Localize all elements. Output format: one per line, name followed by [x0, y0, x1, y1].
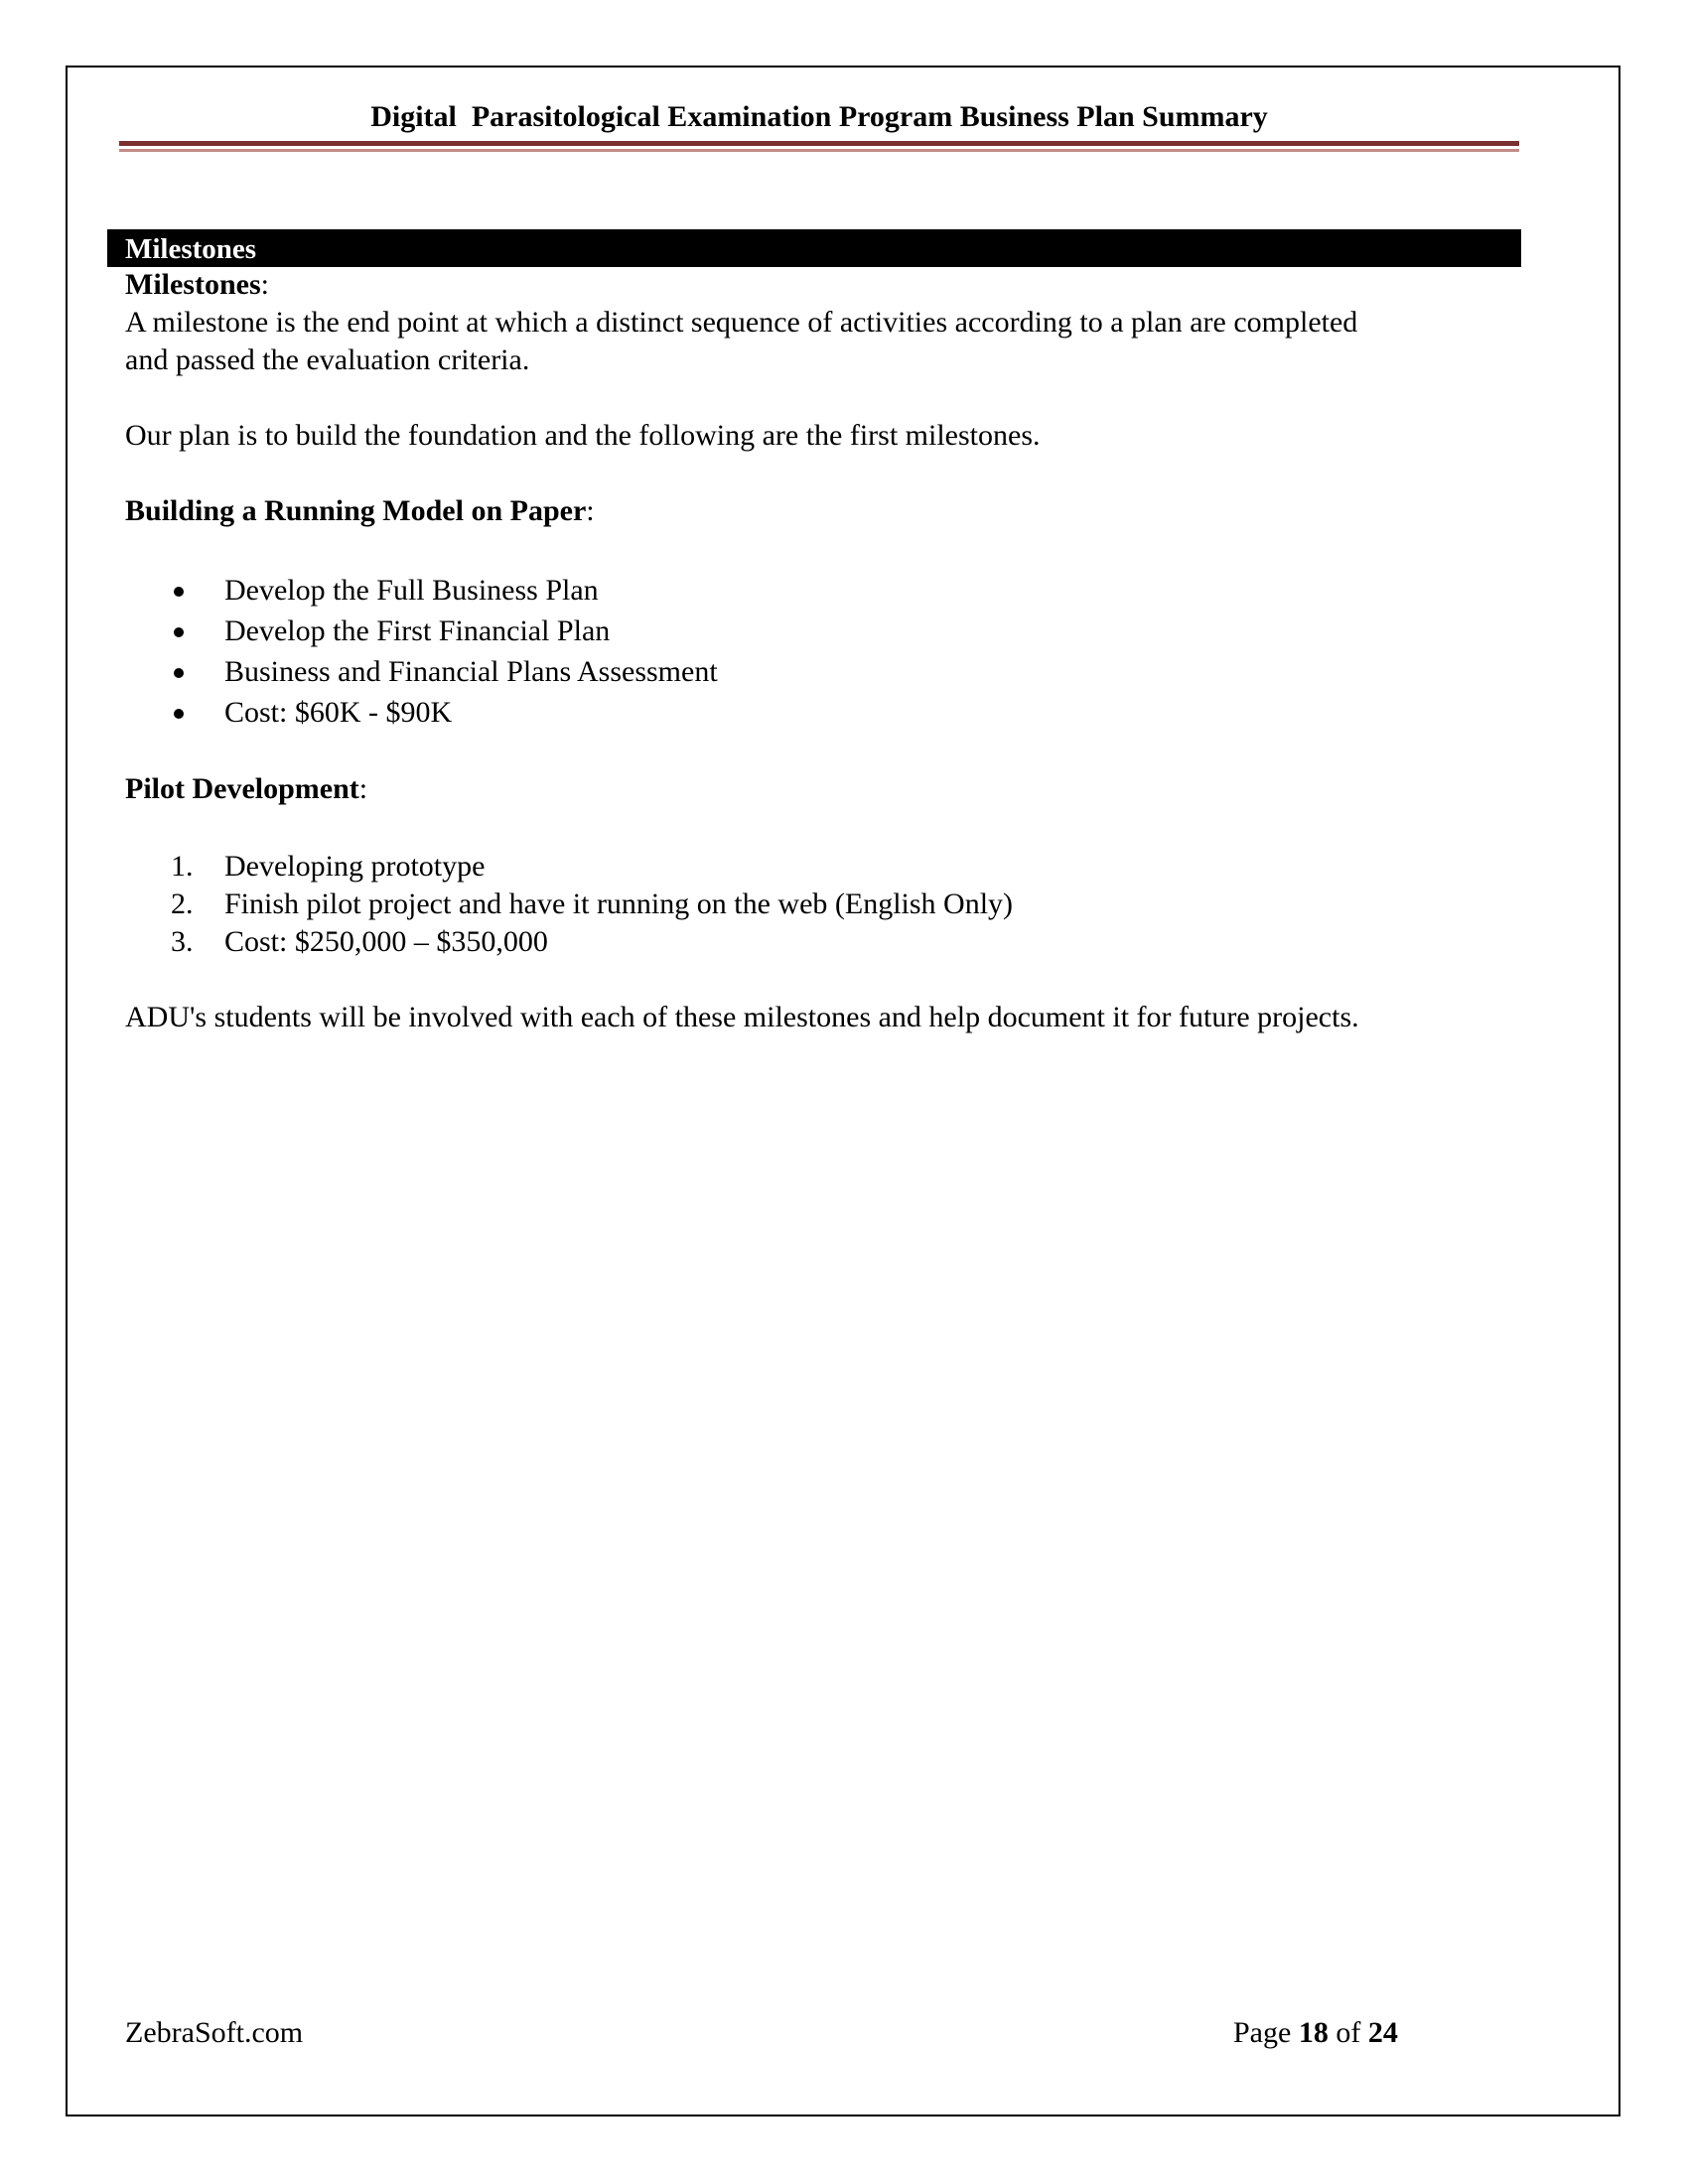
building-model-heading: Building a Running Model on Paper — [125, 494, 587, 527]
list-item — [125, 923, 1515, 961]
list-item — [125, 886, 1515, 923]
milestones-heading-colon: : — [260, 268, 269, 301]
footer-site: ZebraSoft.com — [125, 2016, 304, 2049]
pilot-development-heading-line — [125, 770, 1515, 808]
page-current: 18 — [1298, 2016, 1329, 2049]
list-item-text: Develop the First Financial Plan — [224, 614, 611, 647]
spacer — [125, 733, 1515, 770]
pilot-development-heading: Pilot Development — [125, 772, 359, 805]
list-item — [125, 570, 1515, 611]
plan-intro: Our plan is to build the foundation and the following are the first milestones. — [125, 419, 1041, 452]
spacer — [125, 808, 1515, 848]
list-item — [125, 848, 1515, 886]
pilot-development-heading-colon: : — [358, 772, 368, 805]
section-bar — [107, 229, 1521, 267]
list-item — [125, 651, 1515, 692]
section-bar-label: Milestones — [125, 233, 257, 265]
list-item-text: Finish pilot project and have it running on the web (English Only) — [224, 887, 1014, 920]
list-item-text: Business and Financial Plans Assessment — [224, 655, 718, 688]
list-item-text: Cost: $60K - $90K — [224, 696, 453, 729]
footer-page-number — [1233, 2015, 1398, 2051]
closing-paragraph: ADU's students will be involved with each of these milestones and help document it for future projects. — [125, 1001, 1359, 1033]
header-rule — [119, 141, 1519, 152]
list-item-text: Develop the Full Business Plan — [224, 574, 599, 607]
bullet-icon — [174, 709, 184, 719]
bullet-icon — [174, 587, 184, 597]
page-total: 24 — [1367, 2016, 1398, 2049]
list-item — [125, 692, 1515, 733]
document-header-title: Digital Parasitological Examination Program Business Plan Summary — [370, 100, 1268, 133]
spacer — [125, 530, 1515, 570]
page-content — [125, 266, 1515, 1036]
milestones-heading-line — [125, 266, 1515, 304]
milestones-heading: Milestones — [125, 268, 261, 301]
definition-line-2: and passed the evaluation criteria. — [125, 343, 530, 376]
list-item-number: 1. — [171, 850, 194, 883]
page-mid: of — [1328, 2016, 1368, 2049]
spacer — [125, 961, 1515, 999]
bullet-icon — [174, 627, 184, 637]
list-item-text: Developing prototype — [224, 850, 486, 883]
definition-line-1: A milestone is the end point at which a distinct sequence of activities according to a plan are completed — [125, 306, 1358, 339]
building-model-list — [125, 570, 1515, 733]
building-model-heading-line — [125, 492, 1515, 530]
pilot-development-list — [125, 848, 1515, 961]
spacer — [125, 379, 1515, 417]
spacer — [125, 455, 1515, 492]
list-item-number: 3. — [171, 925, 194, 958]
list-item-text: Cost: $250,000 – $350,000 — [224, 925, 548, 958]
list-item — [125, 611, 1515, 651]
building-model-heading-colon: : — [586, 494, 595, 527]
list-item-number: 2. — [171, 887, 194, 920]
bullet-icon — [174, 668, 184, 678]
page-prefix: Page — [1233, 2016, 1299, 2049]
